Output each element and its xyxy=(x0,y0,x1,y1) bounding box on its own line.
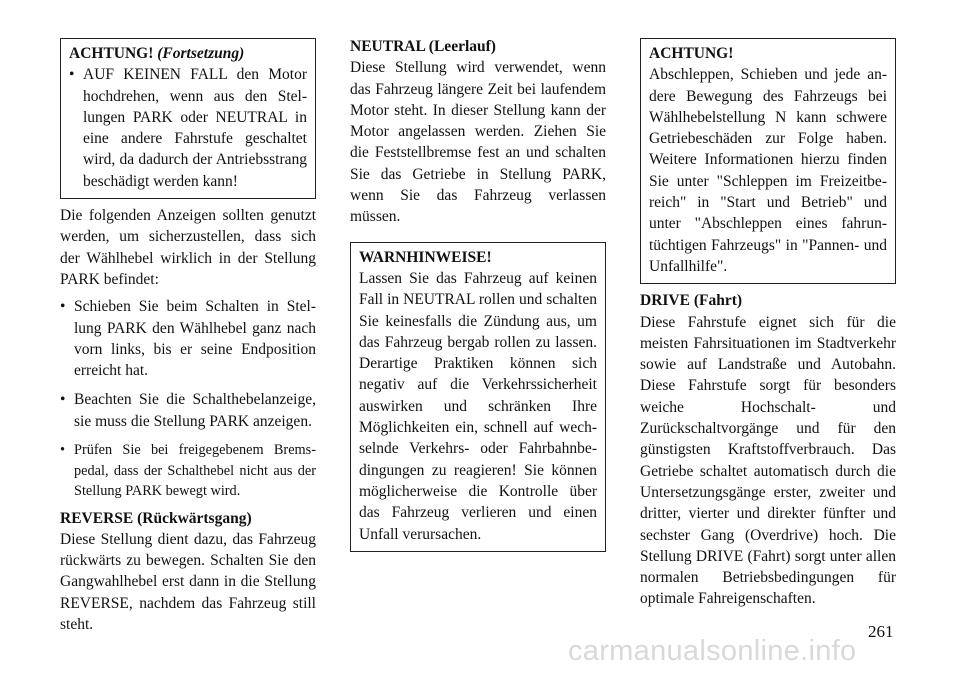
list-item: • Prüfen Sie bei freigegebenem Bremspedal, dass der Schalthebel nicht aus der Stellung PARK bewegt wird. xyxy=(60,440,316,502)
warnhinweise-text: Lassen Sie das Fahrzeug auf keinen Fall in NEUTRAL rollen und schalten Sie keinesfalls die Zündung aus, um das Fahrzeug bergab rollen zu lassen. Derartige Praktiken können sich negativ auf die Verkehrssicherheit auswirken und schränken Ihre Möglichkeiten ein, schnell auf wechselnde Verkehrs- oder Fahrbahnbedingungen zu reagieren! Sie können möglicherweise die Kontrolle über das Fahrzeug verlieren und einen Unfall verursachen. xyxy=(359,269,597,543)
list-item: • Beachten Sie die Schalthebelanzeige, sie muss die Stellung PARK anzeigen. xyxy=(60,389,316,432)
reverse-paragraph: Diese Stellung dient dazu, das Fahrzeug rückwärts zu bewegen. Schalten Sie den Gangwahlhebel erst dann in die Stellung REVERSE, nachdem das Fahrzeug still steht. xyxy=(60,530,316,634)
column-right xyxy=(640,38,896,610)
warning-bullet: • AUF KEINEN FALL den Motor hochdrehen, wenn aus den Stellungen PARK oder NEUTRAL in eine andere Fahrstufe geschaltet wird, da dadurch der Antriebsstrang beschädigt werden kann! xyxy=(69,64,307,192)
caution-box xyxy=(640,38,896,284)
warnhinweise-box xyxy=(350,242,606,552)
list-item: • Schieben Sie beim Schalten in Stellung PARK den Wählhebel ganz nach vorn links, bis er seine Endposition erreicht hat. xyxy=(60,296,316,381)
drive-heading: DRIVE (Fahrt) xyxy=(640,292,743,310)
neutral-heading: NEUTRAL (Leerlauf) xyxy=(350,38,496,55)
warning-box-continued xyxy=(60,38,316,199)
watermark: carmanualsonline.info xyxy=(568,635,857,667)
page-number: 261 xyxy=(868,622,894,641)
reverse-heading: REVERSE (Rückwärtsgang) xyxy=(60,509,252,527)
caution-title: ACHTUNG! xyxy=(649,45,734,62)
drive-paragraph: Diese Fahrstufe eignet sich für die meisten Fahrsituationen im Stadtverkehr sowie auf Landstraße und Autobahn. Diese Fahrstufe sorgt für besonders weiche Hochschalt- und Zurückschaltvorgänge und für den günstigsten Kraftstoffverbrauch. Das Getriebe schaltet automatisch durch die Untersetzungsgänge erster, zweiter und dritter, vierter und direkter fünfter und sechster Gang (Overdrive) hoch. Die Stellung DRIVE (Fahrt) sorgt unter allen normalen Betriebsbedingungen für optimale Fahreigenschaften. xyxy=(640,313,896,608)
column-middle xyxy=(350,36,606,552)
park-check-list xyxy=(60,296,316,501)
warning-title: ACHTUNG! xyxy=(69,45,154,62)
caution-text: Abschleppen, Schieben und jede andere Bewegung des Fahrzeugs bei Wählhebelstellung N kann schwere Getriebeschäden zur Folge haben. Weitere Informationen hierzu finden Sie unter "Schleppen im Freizeitbereich" in "Start und Betrieb" und unter "Abschleppen eines fahruntüchtigen Fahrzeugs" in "Pannen- und Unfallhilfe". xyxy=(649,66,887,275)
column-left xyxy=(60,38,316,635)
park-intro-paragraph: Die folgenden Anzeigen sollten genutzt werden, um sicherzustellen, dass sich der Wählhebel wirklich in der Stellung PARK befindet: xyxy=(60,207,316,288)
neutral-paragraph: Diese Stellung wird verwendet, wenn das Fahrzeug längere Zeit bei laufendem Motor steht. In dieser Stellung kann der Motor angelassen werden. Ziehen Sie die Feststellbremse fest an und schalten Sie das Getriebe in Stellung PARK, wenn Sie das Fahrzeug verlassen müssen. xyxy=(350,59,606,226)
warning-title-suffix: (Fortsetzung) xyxy=(157,45,245,62)
warnhinweise-title: WARNHINWEISE! xyxy=(359,248,492,266)
